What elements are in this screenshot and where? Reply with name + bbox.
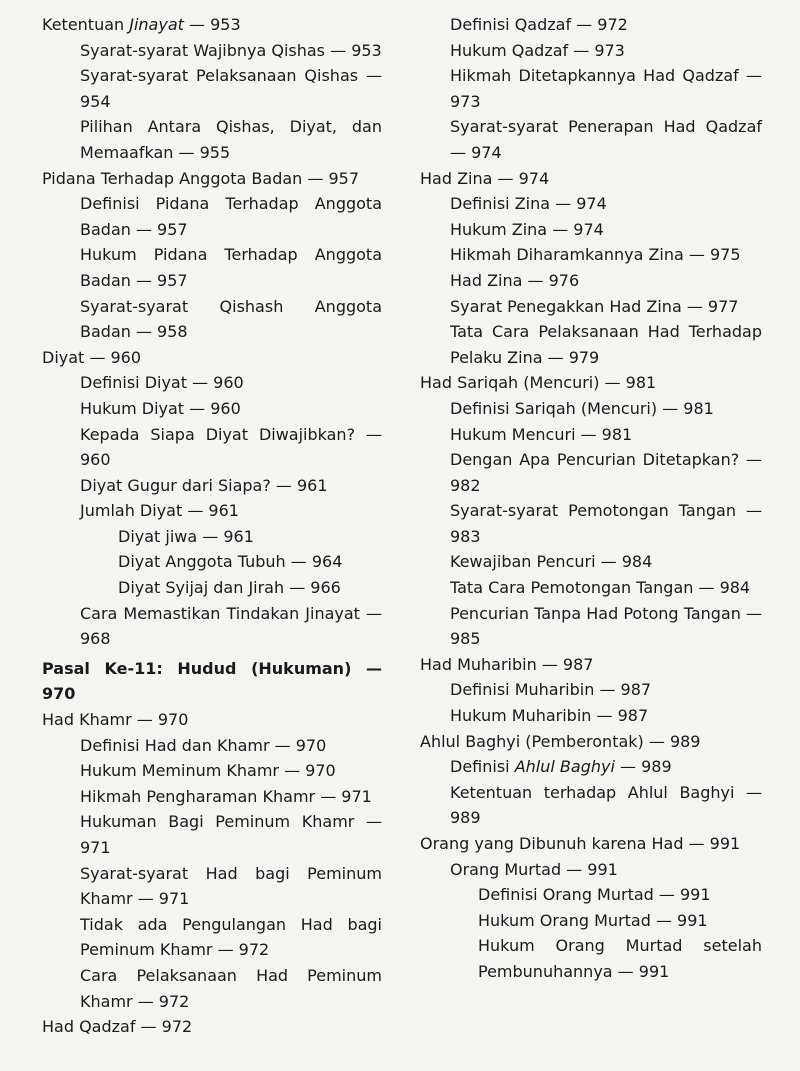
toc-entry-page: — 953 <box>183 15 241 34</box>
toc-entry-had-khamr-970: Had Khamr — 970 <box>42 710 189 730</box>
toc-entry-diyat-jiwa-961: Diyat jiwa — 961 <box>118 526 254 546</box>
toc-entry-syarat-syarat-pemotongan-tangan-983: Syarat-syarat Pemotongan Tangan — 983 <box>450 501 762 546</box>
toc-entry-diyat-syijaj-dan-jirah-966: Diyat Syijaj dan Jirah — 966 <box>118 578 341 598</box>
toc-entry-ketentuan-terhadap-ahlul-baghyi-989: Ketentuan terhadap Ahlul Baghyi — 989 <box>450 782 762 828</box>
toc-entry-hukum-mencuri-981: Hukum Mencuri — 981 <box>450 424 633 444</box>
toc-entry-diyat-anggota-tubuh-964: Diyat Anggota Tubuh — 964 <box>118 552 343 572</box>
toc-entry-definisi-qadzaf-972: Definisi Qadzaf — 972 <box>450 15 628 34</box>
toc-entry-definisi-ahlul-baghyi <box>410 754 762 780</box>
toc-entry-syarat-syarat-penerapan-had-qadzaf-974: Syarat-syarat Penerapan Had Qadzaf — 974 <box>450 117 762 162</box>
toc-entry-hukum-orang-murtad-991: Hukum Orang Murtad — 991 <box>478 910 708 930</box>
toc-entry-had-zina-974: Had Zina — 974 <box>420 168 550 188</box>
toc-entry-hukum-qadzaf-973: Hukum Qadzaf — 973 <box>450 40 625 60</box>
toc-entry-hukum-diyat-960: Hukum Diyat — 960 <box>80 398 241 418</box>
toc-entry-tata-cara-pemotongan-tangan-984: Tata Cara Pemotongan Tangan — 984 <box>450 578 751 598</box>
toc-entry-orang-yang-dibunuh-karena-had-991: Orang yang Dibunuh karena Had — 991 <box>420 834 741 853</box>
toc-entry-hukum-orang-murtad-setelah-pembunuhannya: Hukum Orang Murtad setelah Pembunuhannya — 991 <box>478 936 762 981</box>
toc-entry-page: — 989 <box>614 757 672 777</box>
toc-entry-ketentuan-jinayat <box>42 12 382 38</box>
toc-entry-pencurian-tanpa-had-potong-tangan-985: Pencurian Tanpa Had Potong Tangan — 985 <box>450 603 762 649</box>
toc-entry-definisi-pidana-terhadap-anggota-badan-9: Definisi Pidana Terhadap Anggota Badan — 957 <box>80 194 382 239</box>
toc-entry-text: Ketentuan <box>42 15 130 34</box>
toc-entry-cara-pelaksanaan-had-peminum-khamr-972: Cara Pelaksanaan Had Peminum Khamr — 972 <box>80 965 382 1011</box>
toc-entry-text: Definisi <box>450 757 515 777</box>
toc-entry-syarat-syarat-had-bagi-peminum-khamr-971: Syarat-syarat Had bagi Peminum Khamr — 971 <box>80 863 382 909</box>
toc-entry-had-qadzaf-972: Had Qadzaf — 972 <box>42 1017 193 1037</box>
toc-entry-hukum-muharibin-987: Hukum Muharibin — 987 <box>450 706 649 726</box>
toc-entry-pilihan-antara-qishas-diyat-dan-memaafka: Pilihan Antara Qishas, Diyat, dan Memaafkan — 955 <box>80 117 382 162</box>
toc-entry-hikmah-pengharaman-khamr-971: Hikmah Pengharaman Khamr — 971 <box>80 786 372 806</box>
toc-entry-definisi-diyat-960: Definisi Diyat — 960 <box>80 373 244 393</box>
toc-entry-hikmah-ditetapkannya-had-qadzaf-973: Hikmah Ditetapkannya Had Qadzaf — 973 <box>450 66 762 111</box>
toc-entry-hukum-meminum-khamr-970: Hukum Meminum Khamr — 970 <box>80 761 336 781</box>
toc-chapter-pasal-ke-11-hudud-hukuman-970: Pasal Ke-11: Hudud (Hukuman) — 970 <box>42 658 382 704</box>
toc-entry-definisi-zina-974: Definisi Zina — 974 <box>450 194 607 214</box>
toc-entry-italic-term: Jinayat <box>129 15 184 34</box>
toc-right-column <box>410 12 762 985</box>
toc-entry-definisi-orang-murtad-991: Definisi Orang Murtad — 991 <box>478 885 711 905</box>
toc-entry-syarat-syarat-pelaksanaan-qishas-954: Syarat-syarat Pelaksanaan Qishas — 954 <box>80 66 382 111</box>
toc-entry-syarat-syarat-qishash-anggota-badan-958: Syarat-syarat Qishash Anggota Badan — 958 <box>80 296 382 342</box>
toc-entry-definisi-sariqah-mencuri-981: Definisi Sariqah (Mencuri) — 981 <box>450 398 714 418</box>
toc-entry-syarat-syarat-wajibnya-qishas-953: Syarat-syarat Wajibnya Qishas — 953 <box>80 40 382 60</box>
toc-entry-hukuman-bagi-peminum-khamr-971: Hukuman Bagi Peminum Khamr — 971 <box>80 812 382 857</box>
toc-entry-tidak-ada-pengulangan-had-bagi-peminum-k: Tidak ada Pengulangan Had bagi Peminum Khamr — 972 <box>80 914 382 960</box>
toc-entry-pidana-terhadap-anggota-badan-957: Pidana Terhadap Anggota Badan — 957 <box>42 168 360 188</box>
toc-entry-dengan-apa-pencurian-ditetapkan-982: Dengan Apa Pencurian Ditetapkan? — 982 <box>450 450 762 495</box>
toc-entry-had-sariqah-mencuri-981: Had Sariqah (Mencuri) — 981 <box>420 373 657 393</box>
toc-entry-kepada-siapa-diyat-diwajibkan-960: Kepada Siapa Diyat Diwajibkan? — 960 <box>80 424 382 470</box>
toc-entry-diyat-gugur-dari-siapa-961: Diyat Gugur dari Siapa? — 961 <box>80 475 328 495</box>
toc-entry-jumlah-diyat-961: Jumlah Diyat — 961 <box>80 501 239 521</box>
toc-entry-had-zina-976: Had Zina — 976 <box>450 270 580 290</box>
toc-entry-definisi-had-dan-khamr-970: Definisi Had dan Khamr — 970 <box>80 735 327 755</box>
toc-entry-kewajiban-pencuri-984: Kewajiban Pencuri — 984 <box>450 552 653 572</box>
toc-entry-had-muharibin-987: Had Muharibin — 987 <box>420 654 594 674</box>
toc-entry-hikmah-diharamkannya-zina-975: Hikmah Diharamkannya Zina — 975 <box>450 245 741 265</box>
toc-entry-syarat-penegakkan-had-zina-977: Syarat Penegakkan Had Zina — 977 <box>450 296 739 316</box>
toc-entry-cara-memastikan-tindakan-jinayat-968: Cara Memastikan Tindakan Jinayat — 968 <box>80 603 382 649</box>
toc-entry-italic-term: Ahlul Baghyi <box>514 757 615 777</box>
toc-entry-orang-murtad-991: Orang Murtad — 991 <box>450 859 618 879</box>
toc-entry-hukum-zina-974: Hukum Zina — 974 <box>450 219 604 239</box>
toc-entry-hukum-pidana-terhadap-anggota-badan-957: Hukum Pidana Terhadap Anggota Badan — 957 <box>80 245 382 290</box>
toc-entry-definisi-muharibin-987: Definisi Muharibin — 987 <box>450 680 652 700</box>
toc-entry-tata-cara-pelaksanaan-had-terhadap-pelak: Tata Cara Pelaksanaan Had Terhadap Pelaku Zina — 979 <box>450 322 762 367</box>
toc-entry-diyat-960: Diyat — 960 <box>42 347 142 367</box>
toc-left-column <box>42 12 382 1040</box>
toc-entry-ahlul-baghyi-pemberontak-989: Ahlul Baghyi (Pemberontak) — 989 <box>420 731 701 751</box>
